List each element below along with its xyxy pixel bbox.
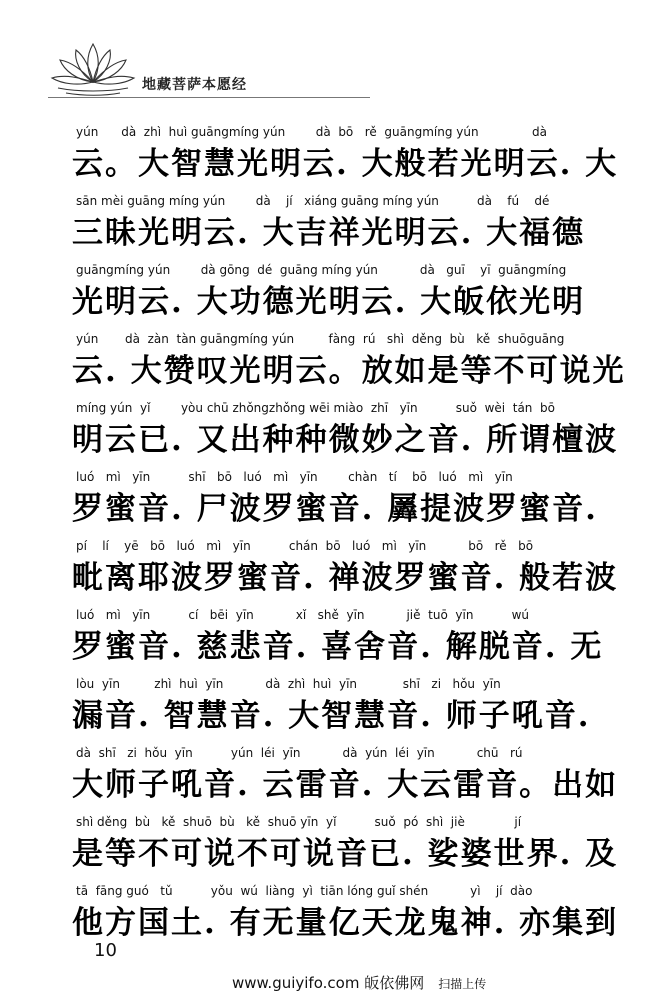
hanzi-row: 毗离耶波罗蜜音. 禅波罗蜜音. 般若波	[72, 560, 619, 596]
text-line	[72, 745, 640, 814]
hanzi-row: 罗蜜音. 慈悲音. 喜舍音. 解脱音. 无	[72, 629, 604, 665]
footer-watermark	[232, 972, 486, 993]
hanzi-row: 三昧光明云. 大吉祥光明云. 大福德	[72, 215, 586, 251]
pinyin-row: shì děng bù kě shuō bù kě shuō yīn yǐ suǒ pó shì jiè jí	[76, 815, 522, 829]
text-line	[72, 124, 640, 193]
footer-scan-note: 扫描上传	[438, 977, 487, 991]
book-title: 地藏菩萨本愿经	[142, 77, 247, 93]
hanzi-row: 是等不可说不可说音已. 娑婆世界. 及	[72, 836, 619, 872]
pinyin-row: luó mì yīn cí bēi yīn xǐ shě yīn jiě tuō yīn wú	[76, 608, 530, 622]
hanzi-row: 云. 大赞叹光明云。放如是等不可说光	[72, 353, 626, 389]
text-line	[72, 262, 640, 331]
header-divider	[48, 97, 370, 98]
page-number: 10	[94, 940, 117, 961]
hanzi-row: 大师子吼音. 云雷音. 大云雷音。出如	[72, 767, 619, 803]
lotus-icon	[48, 38, 138, 96]
hanzi-row: 漏音. 智慧音. 大智慧音. 师子吼音.	[72, 698, 591, 734]
pinyin-row: tā fāng guó tǔ yǒu wú liàng yì tiān lóng guǐ shén yì jí dào	[76, 884, 533, 898]
hanzi-row: 他方国土. 有无量亿天龙鬼神. 亦集到	[72, 905, 619, 941]
text-line	[72, 469, 640, 538]
text-line	[72, 676, 640, 745]
text-line	[72, 193, 640, 262]
footer-site: www.guiyifo.com 皈依佛网	[232, 974, 425, 992]
pinyin-row: luó mì yīn shī bō luó mì yīn chàn tí bō luó mì yīn	[76, 470, 513, 484]
scripture-text	[72, 124, 640, 952]
text-line	[72, 814, 640, 883]
pinyin-row: míng yún yǐ yòu chū zhǒngzhǒng wēi miào zhī yīn suǒ wèi tán bō	[76, 401, 555, 415]
pinyin-row: yún dà zhì huì guāngmíng yún dà bō rě guāngmíng yún dà	[76, 125, 547, 139]
pinyin-row: yún dà zàn tàn guāngmíng yún fàng rú shì děng bù kě shuōguāng	[76, 332, 565, 346]
pinyin-row: dà shī zi hǒu yīn yún léi yīn dà yún léi yīn chū rú	[76, 746, 523, 760]
pinyin-row: pí lí yē bō luó mì yīn chán bō luó mì yīn bō rě bō	[76, 539, 534, 553]
pinyin-row: lòu yīn zhì huì yīn dà zhì huì yīn shī zi hǒu yīn	[76, 677, 501, 691]
hanzi-row: 光明云. 大功德光明云. 大皈依光明	[72, 284, 586, 320]
hanzi-row: 明云已. 又出种种微妙之音. 所谓檀波	[72, 422, 619, 458]
hanzi-row: 云。大智慧光明云. 大般若光明云. 大	[72, 146, 619, 182]
pinyin-row: sān mèi guāng míng yún dà jí xiáng guāng míng yún dà fú dé	[76, 194, 550, 208]
text-line	[72, 538, 640, 607]
pinyin-row: guāngmíng yún dà gōng dé guāng míng yún dà guī yī guāngmíng	[76, 263, 567, 277]
text-line	[72, 883, 640, 952]
text-line	[72, 331, 640, 400]
hanzi-row: 罗蜜音. 尸波罗蜜音. 羼提波罗蜜音.	[72, 491, 598, 527]
text-line	[72, 607, 640, 676]
text-line	[72, 400, 640, 469]
